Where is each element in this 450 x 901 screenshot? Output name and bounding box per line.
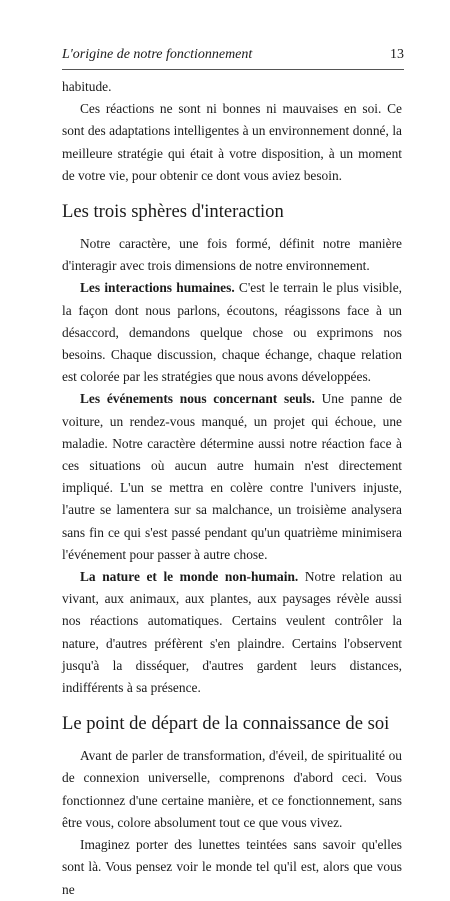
- paragraph-nature: [62, 566, 402, 699]
- header-rule: [62, 69, 404, 70]
- running-title: L'origine de notre fonctionnement: [62, 47, 253, 62]
- running-header: [62, 47, 404, 69]
- lead-evenements: Les événements nous concernant seuls.: [80, 391, 315, 407]
- page-number: 13: [390, 47, 404, 62]
- paragraph-imaginez: Imaginez porter des lunettes teintées sans savoir qu'elles sont là. Vous pensez voir le monde tel qu'il est, alors que vous ne: [62, 837, 402, 897]
- paragraph-habitude: habitude.: [62, 79, 112, 94]
- paragraph-reactions: Ces réactions ne sont ni bonnes ni mauvaises en soi. Ce sont des adaptations intelligentes à un environnement donné, la meilleure stratégie qui était à votre disposition, à un moment de votre vie, pour obtenir ce dont vous aviez besoin.: [62, 101, 402, 183]
- text-nature: Notre relation au vivant, aux animaux, aux plantes, aux paysages révèle aussi nos réactions automatiques. Certains veulent contrôler la nature, d'autres préfèrent s'en plaindre. Certains l'observent jusqu'à la disséquer, d'autres gardent leurs distances, indifférents à sa présence.: [62, 569, 402, 696]
- body-text: [62, 76, 402, 901]
- text-interactions-humaines: C'est le terrain le plus visible, la façon dont nous parlons, écoutons, réagissons face à un désaccord, demandons quelque chose ou exprimons nos besoins. Chaque discussion, chaque échange, chaque relation est colorée par les stratégies que nous avons développées.: [62, 280, 402, 385]
- paragraph-evenements: [62, 388, 402, 566]
- section-heading-spheres: Les trois sphères d'interaction: [62, 201, 284, 223]
- text-evenements: Une panne de voiture, un rendez-vous manqué, un projet qui échoue, une maladie. Notre caractère détermine aussi notre réaction face à ces situations où aucun autre humain n'est directement impliqué. L'un se mettra en colère contre l'univers injuste, l'autre se lamentera sur sa malchance, un troisième analysera sans fin ce qui s'est passé pendant qu'un quatrième minimisera l'événement pour passer à autre chose.: [62, 391, 403, 562]
- lead-interactions-humaines: Les interactions humaines.: [80, 280, 235, 296]
- section-heading-connaissance: Le point de départ de la connaissance de soi: [62, 713, 390, 735]
- paragraph-avant: Avant de parler de transformation, d'éveil, de spiritualité ou de connexion universelle, comprenons d'abord ceci. Vous fonctionnez d'une certaine manière, et ce fonctionnement, sans être vous, colore absolument tout ce que vous vivez.: [62, 748, 402, 830]
- paragraph-interactions-humaines: [62, 277, 402, 388]
- lead-nature: La nature et le monde non-humain.: [80, 569, 299, 585]
- paragraph-caractere: Notre caractère, une fois formé, définit notre manière d'interagir avec trois dimensions de notre environnement.: [62, 236, 402, 274]
